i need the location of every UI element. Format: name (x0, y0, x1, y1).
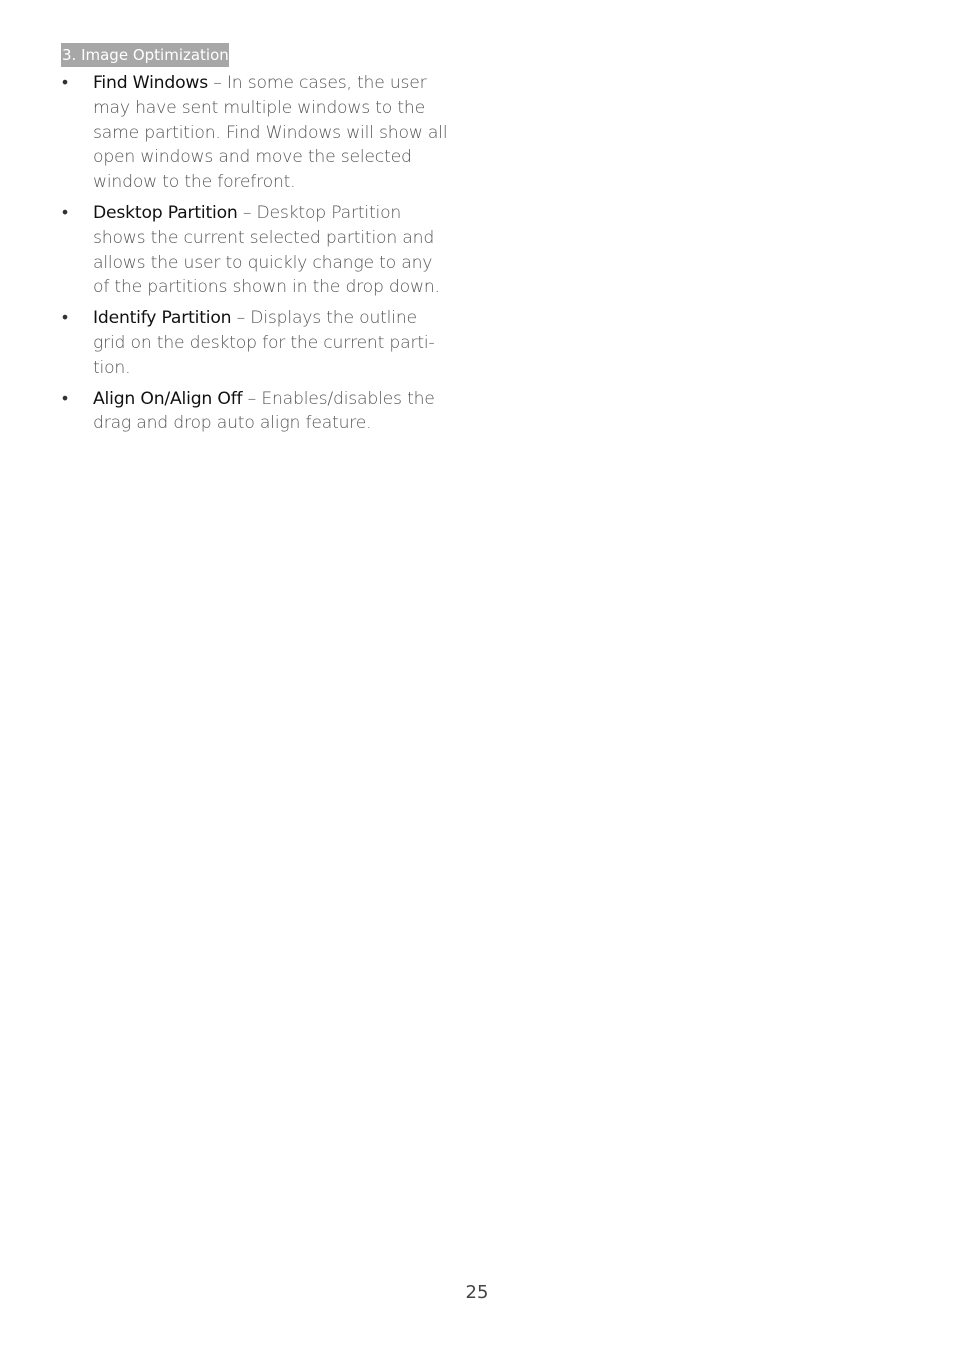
feature-list (60, 71, 452, 436)
item-description: – Desktop Partition shows the current selected partition and allows the user to quickly change to any of the partitions shown in the drop down. (93, 202, 440, 298)
item-term: Find Windows (93, 73, 208, 93)
bullet-icon: • (62, 73, 68, 93)
main-content (60, 71, 452, 442)
bullet-icon: • (62, 308, 68, 329)
list-item-align-on-off (60, 387, 452, 437)
item-term: Desktop Partition (93, 202, 238, 223)
list-item-find-windows (60, 71, 452, 195)
item-description: – Enables/disables the drag and drop auto align feature. (93, 388, 435, 434)
list-item-identify-partition (60, 306, 452, 380)
section-header: 3. Image Optimization (61, 43, 229, 67)
item-description: – Displays the outline grid on the desktop for the current parti-tion. (93, 308, 435, 378)
item-description: – In some cases, the user may have sent multiple windows to the same partition. Find Windows will show all open windows and move the selected window to the forefront. (93, 73, 448, 193)
item-term: Align On/Align Off (93, 388, 243, 409)
item-term: Identify Partition (93, 308, 232, 329)
page-number: 25 (465, 1282, 489, 1303)
bullet-icon: • (62, 388, 68, 409)
bullet-icon: • (62, 202, 68, 223)
list-item-desktop-partition (60, 201, 452, 300)
